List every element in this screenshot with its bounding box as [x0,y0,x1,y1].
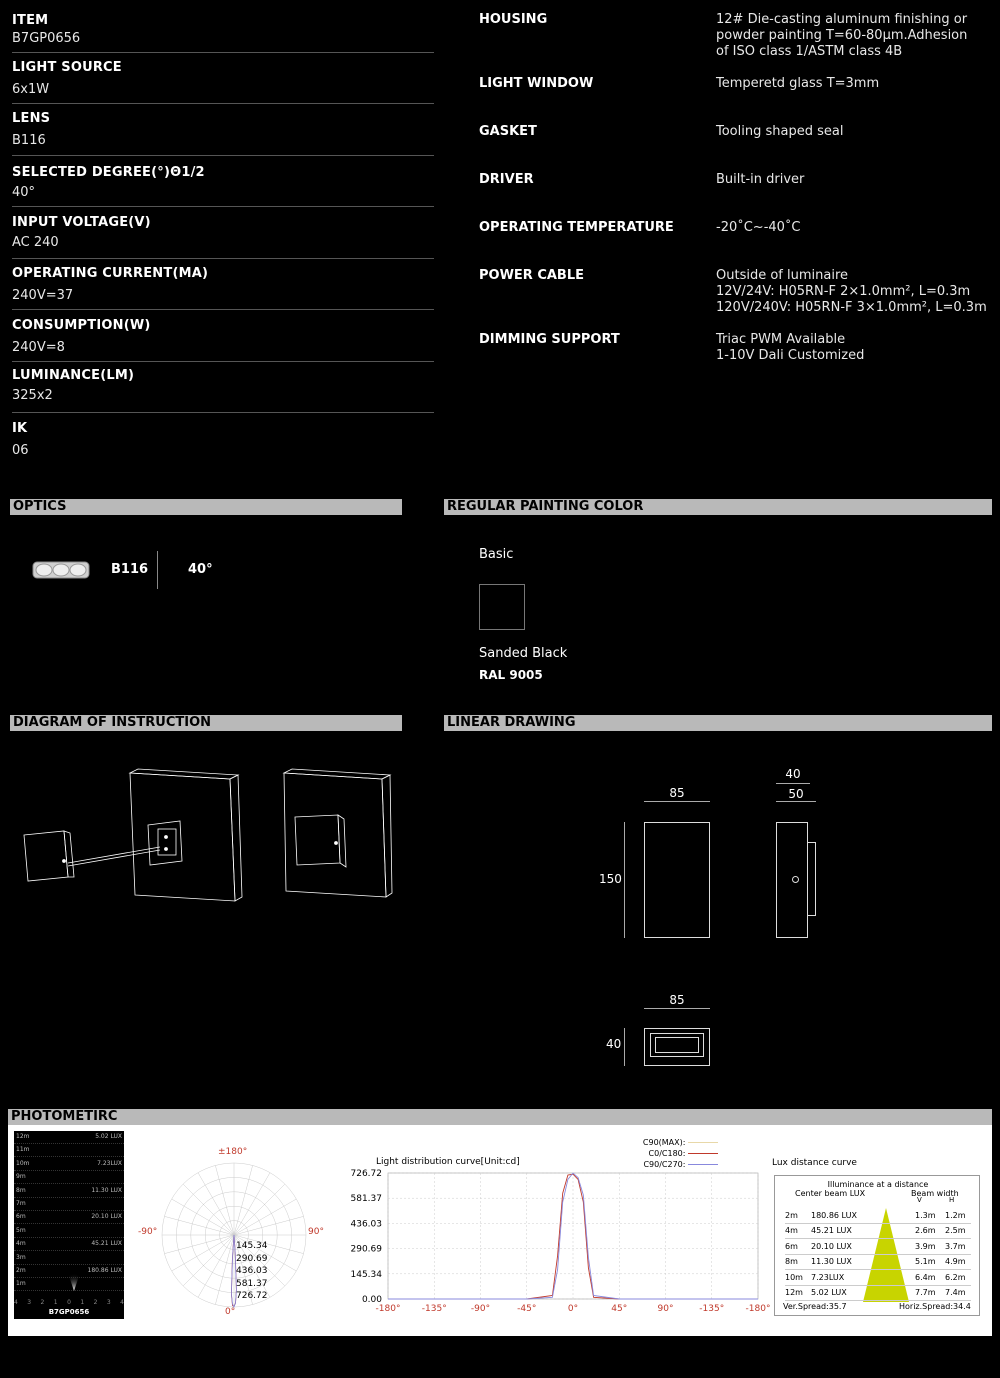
lux-strip-gridline [14,1223,124,1224]
lux-strip-value: 5.02 LUX [95,1133,122,1140]
lux-strip-distance: 7m [16,1200,26,1207]
optics-lens: B116 [111,562,149,577]
x-tick-label: -45° [517,1304,537,1314]
dim-side-width: 50 [788,787,804,801]
dim-line [624,822,625,938]
polar-spoke [215,1165,234,1235]
polar-spoke [164,1235,234,1254]
spec-value: 6x1W [12,82,50,97]
polar-ring-label: 726.72 [236,1291,268,1301]
spec-label: LUMINANCE(LM) [12,368,135,383]
polar-chart [138,1145,324,1320]
x-tick-label: -90° [470,1304,491,1314]
polar-spoke [234,1165,253,1235]
ver-spread: Ver.Spread:35.7 [783,1302,847,1311]
polar-spoke [172,1235,234,1271]
y-tick-label: 726.72 [350,1169,382,1179]
lux-row-h: 1.2m [945,1210,966,1220]
dim-line [624,1028,625,1066]
spec-value [716,172,996,188]
lux-row-value: 11.30 LUX [811,1257,852,1267]
spec-row [12,207,434,259]
spec-label: CONSUMPTION(W) [12,318,151,333]
spec-list-left [12,8,434,465]
x-tick-label: 90° [657,1304,674,1314]
lux-strip-distance: 4m [16,1240,26,1248]
lux-strip-value: 20.10 LUX [91,1213,122,1221]
polar-ring-label: 145.34 [236,1241,268,1251]
polar-ring-label: 436.03 [236,1266,268,1276]
photometric-panel [8,1125,992,1336]
spec-value: B116 [12,133,46,148]
section-header-painting: REGULAR PAINTING COLOR [444,499,992,515]
lux-strip-item: B7GP0656 [48,1308,90,1316]
lux-table-col-beam: Beam width [911,1189,959,1198]
x-tick-label: -135° [421,1304,447,1314]
spec-line: of ISO class 1/ASTM class 4B [716,44,903,59]
spec-row [12,259,434,310]
spec-value: B7GP0656 [12,31,81,46]
spec-label: HOUSING [479,12,548,27]
y-tick-label: 145.34 [350,1269,382,1280]
lux-table-header: Illuminance at a distance [827,1180,929,1189]
distribution-svg [338,1131,771,1321]
spec-value [716,332,996,364]
x-tick-label: 45° [611,1304,628,1314]
lux-axis-tick: 4 [120,1299,124,1306]
lux-row-v: 5.1m [915,1257,936,1267]
lux-axis-tick: 0 [67,1299,71,1306]
legend-label: C90(MAX): [642,1138,686,1147]
lux-table-row [785,1286,971,1302]
lux-strip-gridline [14,1210,124,1211]
lux-table-row [785,1208,971,1224]
x-tick-label: -135° [699,1304,725,1314]
lux-row-v: 7.7m [915,1288,936,1298]
section-header-instruction: DIAGRAM OF INSTRUCTION [10,715,402,731]
polar-left-label: -90° [138,1227,158,1237]
y-tick-label: 290.69 [350,1244,382,1255]
lux-row-value: 45.21 LUX [811,1226,852,1236]
lux-strip-distance: 10m [16,1159,30,1167]
lux-axis-tick: 3 [106,1299,111,1306]
spec-value: AC 240 [12,235,59,250]
spec-label: OPERATING TEMPERATURE [479,220,674,235]
bottom-view-glass [655,1037,699,1053]
lux-strip-distance: 12m [16,1133,30,1140]
spec-label: DIMMING SUPPORT [479,332,620,347]
color-group: Basic [479,547,514,562]
lux-row-distance: 12m [785,1288,803,1298]
spec-line: 12# Die-casting aluminum finishing or [716,12,968,27]
spec-label: SELECTED DEGREE(°)Θ1/2 [12,165,205,180]
spec-line: -20˚C~-40˚C [716,220,801,235]
spec-row [12,104,434,156]
spec-value [716,76,996,92]
polar-right-label: 90° [308,1227,324,1237]
instruction-diagram [20,765,400,910]
spec-line: Triac PWM Available [716,332,846,347]
lux-row-value: 7.23LUX [811,1272,845,1282]
polar-spoke [164,1216,234,1235]
lux-row-distance: 10m [785,1272,803,1282]
dim-line [644,1008,710,1009]
polar-spoke [172,1199,234,1235]
lux-table-row [785,1270,971,1286]
section-header-photometric: PHOTOMETIRC [8,1109,992,1125]
spec-label: LENS [12,111,51,126]
lux-row-v: 3.9m [915,1241,936,1251]
spec-value: 06 [12,443,29,458]
front-view [644,822,710,938]
lux-row-h: 6.2m [945,1272,966,1282]
spec-value: 325x2 [12,388,53,403]
spec-value [716,124,996,140]
beam-glow [44,1261,104,1291]
lux-strip-gridline [14,1156,124,1157]
lux-strip-distance: 5m [16,1226,26,1234]
polar-spoke [234,1173,270,1235]
color-ral: RAL 9005 [479,668,543,682]
lux-table-rows [785,1208,971,1301]
lux-strip-value: 7.23LUX [97,1159,122,1167]
lux-strip-gridline [14,1183,124,1184]
spec-label: DRIVER [479,172,534,187]
lux-row-h: 3.7m [945,1241,966,1251]
polar-ring-labels [236,1240,268,1303]
spec-value [716,220,996,236]
series-line [388,1173,758,1299]
lux-row-h: 4.9m [945,1257,966,1267]
lux-strip-distance: 6m [16,1213,26,1221]
lux-row-value: 20.10 LUX [811,1241,852,1251]
y-tick-label: 436.03 [350,1219,382,1230]
lux-axis-tick: 2 [93,1299,98,1306]
y-tick-label: 0.00 [361,1295,382,1305]
spec-row [12,156,434,207]
lux-table-row [785,1224,971,1240]
side-view-mount [808,842,816,916]
chart-title: Light distribution curve[Unit:cd] [376,1157,520,1167]
spec-line: Built-in driver [716,172,805,187]
dim-line [644,801,710,802]
lux-row-v: 2.6m [915,1226,936,1236]
lux-strip-gridline [14,1170,124,1171]
lux-strip-distance: 11m [16,1146,30,1154]
section-header-optics: OPTICS [10,499,402,515]
lux-row-distance: 6m [785,1241,798,1251]
polar-spoke [234,1216,304,1235]
dim-bottom-width: 85 [669,993,685,1007]
lux-axis-tick: 1 [53,1299,58,1306]
spec-row [12,310,434,362]
spec-value: 240V=37 [12,288,74,303]
spec-value [716,268,996,316]
spec-label: OPERATING CURRENT(MA) [12,266,209,281]
lux-axis-tick: 2 [40,1299,45,1306]
lux-strip-distance: 2m [16,1267,26,1274]
polar-bottom-label: 0° [225,1307,236,1317]
lux-row-v: 1.3m [915,1210,936,1220]
hor-spread: Horiz.Spread:34.4 [899,1302,971,1311]
optics-divider [157,551,158,589]
dim-line [776,801,816,802]
lux-strip-distance: 1m [16,1280,26,1288]
x-tick-label: 0° [567,1304,579,1314]
dim-line [776,783,810,784]
spec-label: LIGHT WINDOW [479,76,594,91]
spec-value: 40° [12,185,36,200]
spec-label: POWER CABLE [479,268,585,283]
lux-axis-tick: 1 [80,1299,85,1306]
dim-height: 150 [599,872,622,886]
polar-spoke [198,1235,234,1297]
lux-strip-value: 180.86 LUX [87,1267,122,1274]
spec-line: Tooling shaped seal [716,124,844,139]
distribution-chart [338,1131,771,1321]
lux-strip-gridline [14,1250,124,1251]
lux-table-title: Lux distance curve [772,1158,857,1168]
lens-image [32,560,90,580]
lux-table [774,1175,980,1316]
spec-row [12,53,434,104]
polar-top-label: ±180° [218,1147,248,1157]
lux-strip-distance: 9m [16,1173,26,1181]
screw-icon [792,876,799,883]
dim-bottom-depth: 40 [606,1037,622,1051]
spec-label: ITEM [12,13,49,28]
polar-spoke [234,1184,285,1235]
polar-spoke [234,1199,296,1235]
lux-row-value: 180.86 LUX [811,1210,857,1220]
spec-value [716,12,996,60]
lux-strip-gridline [14,1197,124,1198]
lux-strip-value: 11.30 LUX [91,1186,122,1194]
lux-row-distance: 2m [785,1210,798,1220]
spec-row [12,413,434,465]
spec-line: 1-10V Dali Customized [716,348,865,363]
lux-table-col-v: V [917,1196,922,1204]
lux-row-distance: 4m [785,1226,798,1236]
x-tick-label: -180° [745,1304,771,1314]
legend-label: C0/C180: [648,1149,686,1158]
y-tick-label: 581.37 [350,1194,382,1205]
lux-strip [14,1131,124,1319]
lux-strip-value: 45.21 LUX [91,1240,122,1248]
color-name: Sanded Black [479,646,568,661]
lux-row-h: 7.4m [945,1288,966,1298]
spec-value: 240V=8 [12,340,65,355]
section-header-linear: LINEAR DRAWING [444,715,992,731]
dim-side-top: 40 [785,767,801,781]
lux-row-h: 2.5m [945,1226,966,1236]
spec-line: 12V/24V: H05RN-F 2×1.0mm², L=0.3m [716,284,971,299]
lux-row-distance: 8m [785,1257,798,1267]
polar-ring-label: 581.37 [236,1278,268,1289]
polar-spoke [183,1184,234,1235]
polar-spoke [183,1235,234,1286]
spec-line: 120V/240V: H05RN-F 3×1.0mm², L=0.3m [716,300,987,315]
optics-degree: 40° [188,562,213,577]
x-tick-label: -180° [375,1304,401,1314]
spec-line: Temperetd glass T=3mm [716,76,880,91]
spec-label: LIGHT SOURCE [12,60,122,75]
color-swatch[interactable] [479,584,525,630]
spec-line: powder painting T=60-80μm.Adhesion [716,28,968,43]
spec-label: INPUT VOLTAGE(V) [12,215,151,230]
lux-table-row [785,1255,971,1271]
polar-spoke [198,1173,234,1235]
lux-table-col-center: Center beam LUX [795,1189,866,1198]
plot-frame [388,1173,758,1299]
lux-axis-tick: 4 [14,1299,18,1306]
lux-table-col-h: H [949,1196,955,1204]
lux-row-v: 6.4m [915,1272,936,1282]
lux-table-row [785,1239,971,1255]
lux-axis [14,1299,124,1306]
polar-ring-label: 290.69 [236,1253,268,1264]
series-line [388,1174,758,1299]
spec-line: Outside of luminaire [716,268,848,283]
spec-label: GASKET [479,124,537,139]
spec-row [12,362,434,413]
spec-row [12,8,434,53]
spec-label: IK [12,421,28,436]
lux-row-value: 5.02 LUX [811,1288,847,1298]
lux-strip-gridline [14,1143,124,1144]
lux-strip-distance: 3m [16,1253,26,1261]
lux-strip-distance: 8m [16,1186,26,1194]
lux-axis-tick: 3 [27,1299,32,1306]
lux-strip-gridline [14,1237,124,1238]
legend-label: C90/C270: [643,1160,686,1169]
dim-front-width: 85 [669,786,685,800]
